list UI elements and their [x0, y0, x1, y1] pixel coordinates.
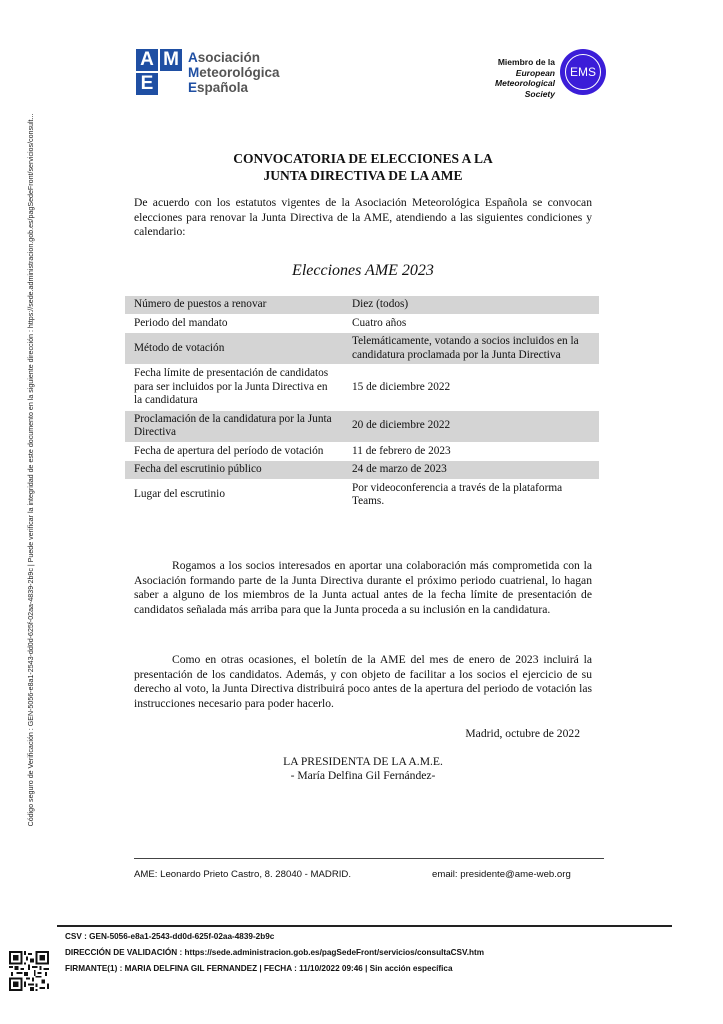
table-cell-value: 20 de diciembre 2022 [344, 410, 599, 442]
org-name-line-1: Asociación [188, 49, 261, 65]
qr-code-icon [9, 951, 49, 991]
org-name-line-2: Meteorológica [188, 64, 280, 80]
table-row [125, 365, 599, 411]
ems-name-line-2: Meteorological [495, 78, 555, 88]
title-line-1: CONVOCATORIA DE ELECCIONES A LA [233, 151, 493, 166]
ems-logo [560, 49, 606, 95]
table-cell-label: Fecha de apertura del período de votación [134, 444, 324, 457]
logo-letter-a: A [136, 49, 158, 71]
side-verification-text: Código seguro de Verificación : GEN-5056-e8a1-2543-dd0d-625f-02aa-4839-2b9c | Puede verificar la integridad de este documento en la siguiente dirección : https://sede.administracion.gob.es/pagSedeFront/servicios/consult... [27, 113, 35, 827]
intro-paragraph: De acuerdo con los estatutos vigentes de la Asociación Meteorológica Española se convocan elecciones para renovar la Junta Directiva de la AME, atendiendo a las siguientes condiciones y calendario: [134, 196, 592, 238]
ems-membership [495, 57, 555, 99]
table-cell-value: Diez (todos) [344, 296, 599, 314]
table-cell-label: Número de puestos a renovar [125, 296, 344, 314]
ame-logo-mark [136, 49, 182, 95]
table-row [125, 442, 599, 461]
logo-blank-cell [160, 73, 182, 95]
footer-divider [134, 858, 604, 859]
elections-subtitle: Elecciones AME 2023 [292, 262, 434, 279]
ems-member-lead: Miembro de la [497, 57, 555, 67]
table-cell-label: Fecha límite de presentación de candidatos para ser incluidos por la Junta Directiva en la candidatura [134, 367, 329, 406]
ame-logo [136, 49, 280, 95]
table-cell-value: 15 de diciembre 2022 [352, 380, 451, 393]
paragraph-bulletin: Como en otras ocasiones, el boletín de la AME del mes de enero de 2023 incluirá la presentación de los candidatos. Además, y con objeto de facilitar a los socios el ejercicio de su derecho al voto, la Junta Directiva distribuirá poco antes de la apertura del periodo de votación las instrucciones necesario para poder hacerlo. [134, 653, 592, 710]
table-row [125, 461, 599, 480]
table-cell-label: Método de votación [125, 333, 344, 365]
table-cell-label: Lugar del escrutinio [134, 488, 225, 501]
table-cell-label: Periodo del mandato [134, 316, 228, 329]
table-cell-value: Cuatro años [352, 316, 407, 329]
signature-title: LA PRESIDENTA DE LA A.M.E. [283, 755, 443, 768]
ems-name-line-1: European [515, 67, 555, 78]
table-row [125, 333, 599, 365]
title-line-2: JUNTA DIRECTIVA DE LA AME [263, 168, 463, 183]
footer-address: AME: Leonardo Prieto Castro, 8. 28040 - MADRID. [134, 869, 352, 880]
validation-url[interactable]: DIRECCIÓN DE VALIDACIÓN : https://sede.administracion.gob.es/pagSedeFront/servicios/consultaCSV.htm [65, 948, 484, 957]
signature-name: - María Delfina Gil Fernández- [290, 769, 436, 782]
paragraph-volunteers: Rogamos a los socios interesados en aportar una colaboración más comprometida con la Asociación formando parte de la Junta Directiva durante el próximo periodo cuatrienal, lo hagan saber a alguno de los miembros de la Junta actual antes de la fecha límite de presentación de candidatos señalada más arriba para que la Junta proceda a su inclusión en la candidatura. [134, 559, 592, 616]
table-cell-value: Por videoconferencia a través de la plataforma Teams. [352, 481, 563, 507]
footer-email: email: presidente@ame-web.org [432, 869, 571, 880]
table-row [125, 479, 599, 511]
logo-letter-m: M [160, 49, 182, 71]
org-name-line-3: Española [188, 79, 249, 95]
table-cell-value: 11 de febrero de 2023 [352, 444, 451, 457]
table-row [125, 296, 599, 314]
table-cell-label: Fecha del escrutinio público [125, 461, 344, 480]
csv-code: CSV : GEN-5056-e8a1-2543-dd0d-625f-02aa-4839-2b9c [65, 932, 275, 941]
signer-info: FIRMANTE(1) : MARIA DELFINA GIL FERNANDEZ | FECHA : 11/10/2022 09:46 | Sin acción específica [65, 964, 453, 973]
validation-divider [57, 925, 672, 927]
ame-org-name [188, 50, 280, 95]
table-cell-value: 24 de marzo de 2023 [344, 461, 599, 480]
logo-letter-e: E [136, 73, 158, 95]
document-title [134, 150, 592, 184]
table-row [125, 410, 599, 442]
validation-block [65, 929, 484, 977]
place-date: Madrid, octubre de 2022 [465, 727, 580, 740]
elections-calendar-table [125, 296, 599, 512]
ems-name-line-3: Society [524, 88, 555, 99]
table-cell-value: Telemáticamente, votando a socios incluidos en la candidatura proclamada por la Junta Directiva [344, 333, 599, 365]
ems-badge-text: EMS [565, 54, 601, 90]
table-row [125, 314, 599, 333]
table-cell-label: Proclamación de la candidatura por la Junta Directiva [125, 410, 344, 442]
